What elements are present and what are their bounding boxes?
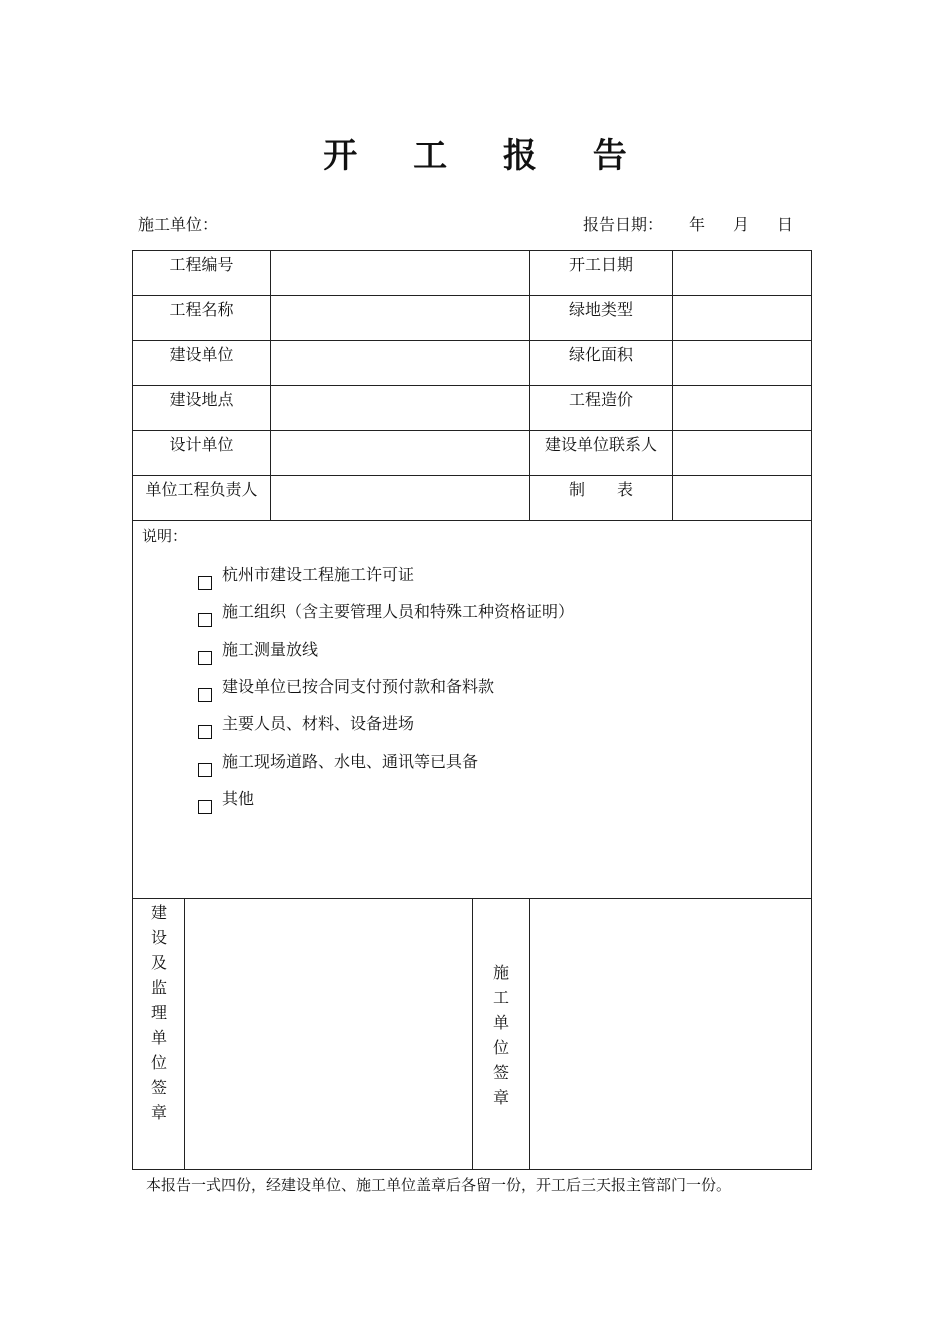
label-project-manager: 单位工程负责人: [145, 480, 258, 499]
report-date: [583, 212, 793, 235]
checklist-item-label: 其他: [222, 789, 255, 808]
label-developer-contact: 建设单位联系人: [544, 435, 657, 454]
developer-contact-field[interactable]: [673, 431, 811, 475]
checkbox-icon[interactable]: [198, 725, 212, 739]
label-developer: 建设单位: [169, 345, 234, 364]
checklist-item-label: 主要人员、材料、设备进场: [222, 714, 415, 733]
year-label: 年: [689, 215, 706, 234]
column-divider: [472, 898, 473, 1170]
label-greenland-type: 绿地类型: [568, 300, 633, 319]
developer-supervisor-seal-area[interactable]: [185, 899, 472, 1169]
checkbox-icon[interactable]: [198, 688, 212, 702]
report-date-label: 报告日期：: [583, 215, 664, 234]
start-date-field[interactable]: [673, 251, 811, 295]
checkbox-icon[interactable]: [198, 800, 212, 814]
prepared-by-field[interactable]: [673, 476, 811, 520]
label-project-name: 工程名称: [169, 300, 234, 319]
checkbox-icon[interactable]: [198, 613, 212, 627]
footer-note: 本报告一式四份，经建设单位、施工单位盖章后各留一份，开工后三天报主管部门一份。: [146, 1176, 732, 1194]
row-divider: [132, 520, 812, 521]
label-design-unit: 设计单位: [169, 435, 234, 454]
checklist-item-label: 施工组织（含主要管理人员和特殊工种资格证明）: [222, 602, 575, 621]
greenland-type-field[interactable]: [673, 296, 811, 340]
construction-unit-seal-area[interactable]: [530, 899, 811, 1169]
construction-unit-label: 施工单位：: [138, 215, 219, 234]
green-area-field[interactable]: [673, 341, 811, 385]
project-name-field[interactable]: [271, 296, 529, 340]
day-label: 日: [777, 215, 794, 234]
label-prepared-by: 制 表: [568, 480, 633, 499]
checklist-item-label: 施工测量放线: [222, 640, 319, 659]
site-location-field[interactable]: [271, 386, 529, 430]
checkbox-icon[interactable]: [198, 576, 212, 590]
checklist-item-label: 施工现场道路、水电、通讯等已具备: [222, 752, 479, 771]
project-cost-field[interactable]: [673, 386, 811, 430]
checkbox-icon[interactable]: [198, 651, 212, 665]
label-start-date: 开工日期: [568, 255, 633, 274]
label-project-number: 工程编号: [169, 255, 234, 274]
developer-supervisor-seal-label: 建设及监理单位签章: [150, 903, 167, 1122]
label-site-location: 建设地点: [169, 390, 234, 409]
design-unit-field[interactable]: [271, 431, 529, 475]
checklist-item-label: 建设单位已按合同支付预付款和备料款: [222, 677, 495, 696]
label-green-area: 绿化面积: [568, 345, 633, 364]
construction-unit-seal-label: 施工单位签章: [492, 963, 509, 1107]
notes-label: 说明：: [142, 527, 188, 545]
page-title: 开 工 报 告: [323, 136, 649, 176]
label-project-cost: 工程造价: [568, 390, 633, 409]
project-manager-field[interactable]: [271, 476, 529, 520]
month-label: 月: [733, 215, 750, 234]
checklist-item-label: 杭州市建设工程施工许可证: [222, 565, 415, 584]
checkbox-icon[interactable]: [198, 763, 212, 777]
project-number-field[interactable]: [271, 251, 529, 295]
developer-field[interactable]: [271, 341, 529, 385]
